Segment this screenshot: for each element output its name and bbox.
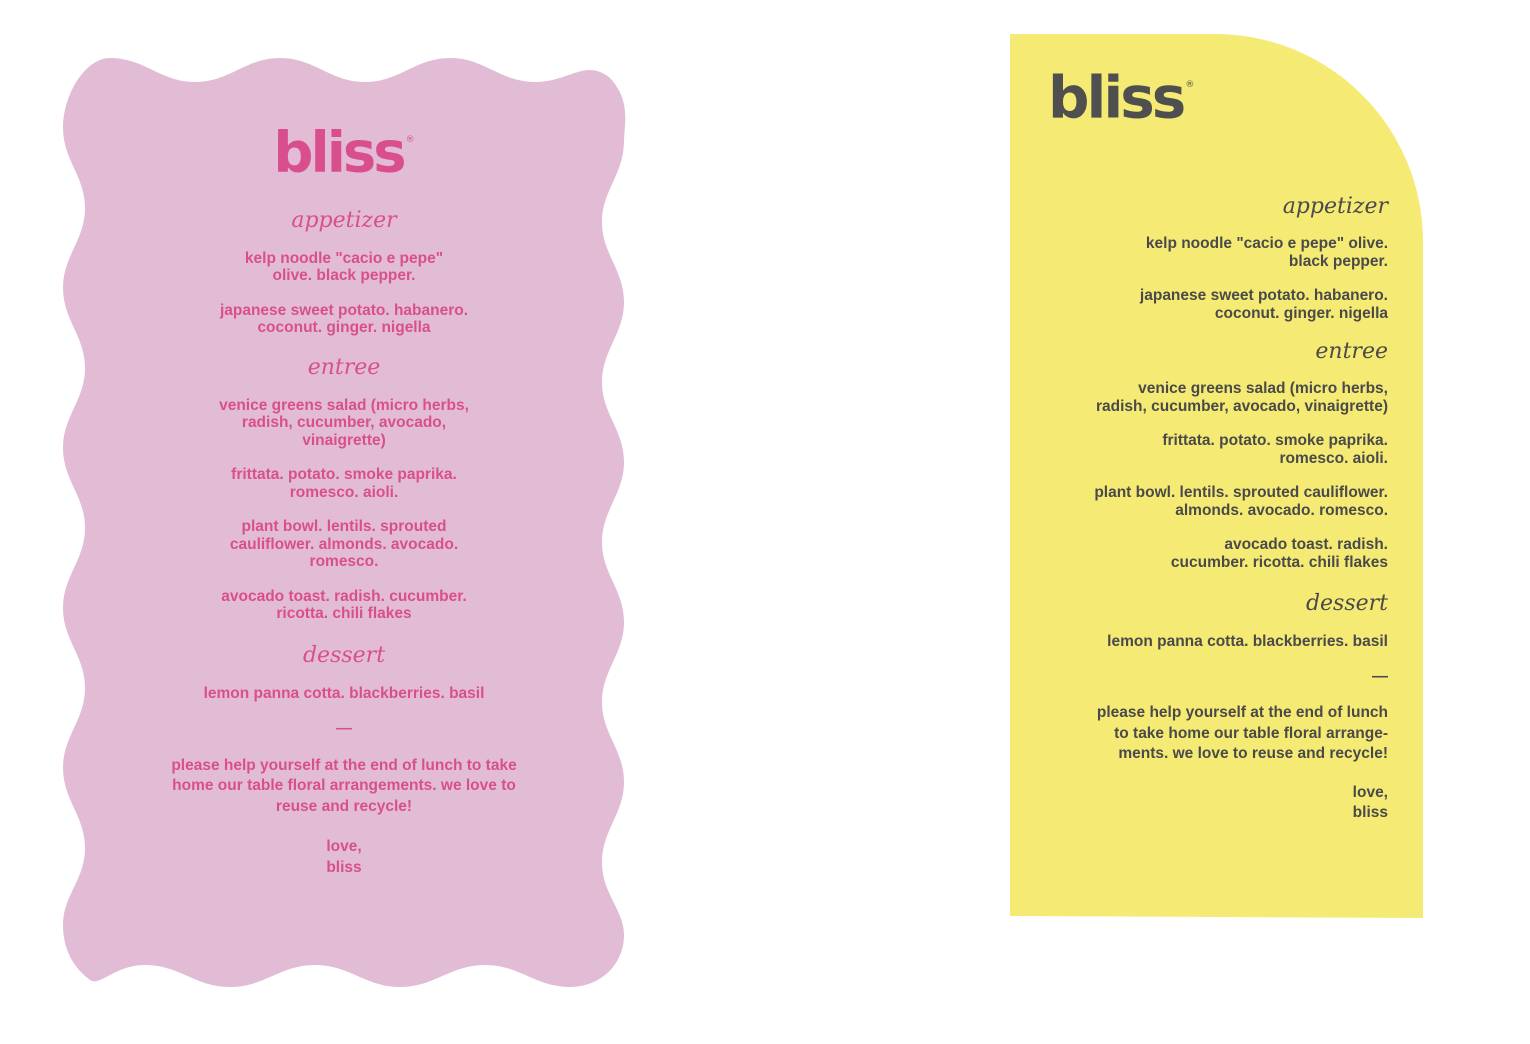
menu-item: avocado toast. radish. cucumber. ricotta. chili flakes: [221, 587, 467, 623]
divider-dash: —: [1372, 667, 1388, 685]
menu-item: japanese sweet potato. habanero. coconut. ginger. nigella: [219, 301, 469, 337]
divider-dash: —: [336, 720, 352, 738]
menu-item: plant bowl. lentils. sprouted cauliflower. almonds. avocado. romesco.: [229, 518, 459, 571]
section-heading-appetizer: appetizer: [1282, 194, 1388, 219]
section-heading-entree: entree: [1315, 339, 1388, 364]
pink-menu-content: [144, 118, 544, 878]
closing-note: please help yourself at the end of lunch to take home our table floral arrange- ments. we love to reuse and recycle!: [1096, 704, 1388, 762]
menu-item: venice greens salad (micro herbs, radish, cucumber, avocado, vinaigrette): [1095, 380, 1388, 415]
menu-item: kelp noodle "cacio e pepe" olive. black pepper.: [244, 249, 444, 285]
menu-item: avocado toast. radish. cucumber. ricotta. chili flakes: [1170, 536, 1388, 571]
menu-item: kelp noodle "cacio e pepe" olive. black pepper.: [1145, 235, 1388, 270]
signature: love, bliss: [1352, 783, 1388, 821]
bliss-logo: bliss ®: [273, 120, 415, 186]
section-heading-entree: entree: [307, 354, 381, 380]
section-heading-dessert: dessert: [302, 642, 386, 668]
yellow-menu-card: [1010, 34, 1423, 918]
menu-item: lemon panna cotta. blackberries. basil: [1107, 633, 1388, 650]
section-heading-dessert: dessert: [1305, 591, 1388, 616]
menu-item: frittata. potato. smoke paprika. romesco. aioli.: [1162, 432, 1388, 467]
signature: love, bliss: [326, 838, 362, 876]
bliss-logo: bliss ®: [1048, 63, 1195, 132]
yellow-menu-text: [1048, 194, 1388, 824]
section-heading-appetizer: appetizer: [291, 207, 397, 233]
pink-menu-card: [0, 0, 700, 1044]
menu-item: plant bowl. lentils. sprouted cauliflower. almonds. avocado. romesco.: [1094, 484, 1388, 519]
menu-item: venice greens salad (micro herbs, radish, cucumber, avocado, vinaigrette): [219, 396, 469, 449]
closing-note: please help yourself at the end of lunch to take home our table floral arrangements. we love to reuse and recycle!: [171, 756, 517, 815]
menu-item: frittata. potato. smoke paprika. romesco. aioli.: [231, 466, 457, 501]
menu-item: japanese sweet potato. habanero. coconut. ginger. nigella: [1139, 287, 1388, 322]
yellow-menu-content: [1010, 34, 1423, 918]
menu-item: lemon panna cotta. blackberries. basil: [203, 684, 485, 702]
